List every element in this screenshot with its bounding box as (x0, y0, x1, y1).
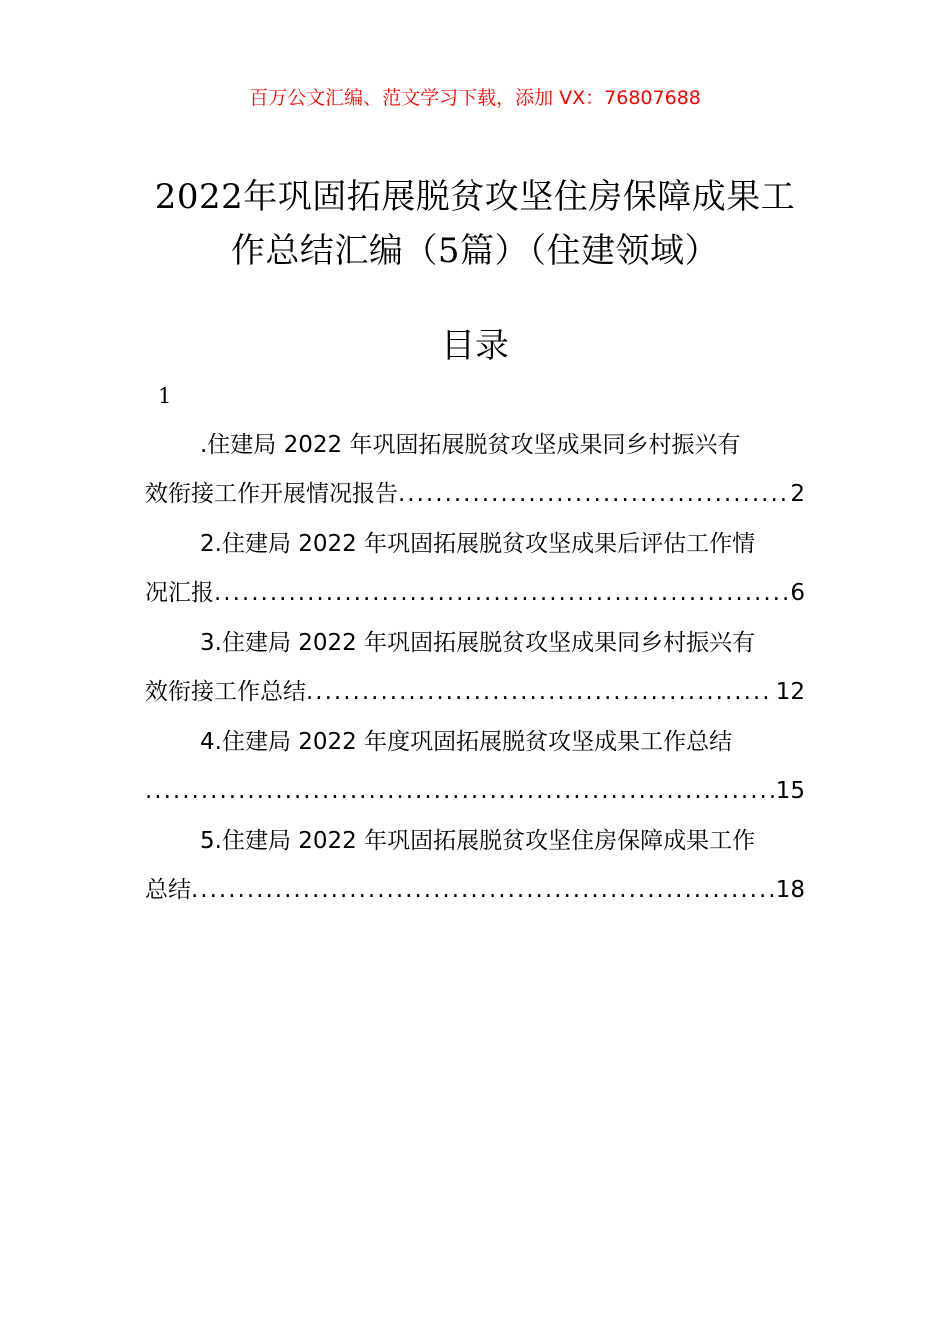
title-line1-text: 年巩固拓展脱贫攻坚住房保障成果工 (243, 177, 796, 217)
toc-entry-line-2 (145, 569, 805, 618)
document-title-line-2 (140, 224, 810, 278)
toc-page-number: 12 (775, 679, 805, 705)
toc-entry-title-cont: 况汇报 (145, 580, 214, 606)
toc-entry[interactable] (145, 717, 805, 816)
toc-page-number: 18 (775, 877, 805, 903)
toc-page-number: 15 (775, 778, 805, 804)
toc-dot-leader (145, 767, 774, 816)
toc-entry-title-cont: 总结 (145, 877, 191, 903)
title-line2-text-b: 篇）（住建领域） (460, 231, 720, 271)
toc-entry-title-cont: 效衔接工作开展情况报告 (145, 481, 398, 507)
toc-entry-title: 4.住建局 2022 年度巩固拓展脱贫攻坚成果工作总结 (200, 729, 733, 755)
document-title (140, 170, 810, 278)
toc-entry[interactable] (145, 618, 805, 717)
toc-entry-line-2 (145, 866, 805, 915)
document-title-line-1 (140, 170, 810, 224)
toc-entry-line-2 (145, 767, 805, 816)
toc-list-marker: 1 (158, 384, 172, 408)
toc-entry[interactable] (145, 519, 805, 618)
toc-entry-title: .住建局 2022 年巩固拓展脱贫攻坚成果同乡村振兴有 (200, 432, 741, 458)
title-year: 2022 (154, 177, 244, 217)
table-of-contents (145, 420, 805, 915)
toc-entry-title: 5.住建局 2022 年巩固拓展脱贫攻坚住房保障成果工作 (200, 828, 756, 854)
toc-entry-line-2 (145, 470, 805, 519)
toc-heading: 目录 (441, 326, 509, 366)
toc-entry[interactable] (145, 816, 805, 915)
toc-entry[interactable] (145, 420, 805, 519)
toc-dot-leader (191, 866, 774, 915)
toc-dot-leader (306, 668, 774, 717)
toc-page-number: 2 (790, 481, 805, 507)
header-promo-note: 百万公文汇编、范文学习下载，添加 VX：76807688 (249, 87, 701, 109)
toc-page-number: 6 (790, 580, 805, 606)
toc-entry-title: 2.住建局 2022 年巩固拓展脱贫攻坚成果后评估工作情 (200, 531, 756, 557)
toc-dot-leader (398, 470, 788, 519)
toc-entry-line-2 (145, 668, 805, 717)
toc-entry-title: 3.住建局 2022 年巩固拓展脱贫攻坚成果同乡村振兴有 (200, 630, 756, 656)
toc-entry-title-cont: 效衔接工作总结 (145, 679, 306, 705)
toc-dot-leader (214, 569, 788, 618)
title-line2-text-a: 作总结汇编（ (230, 231, 438, 271)
title-count: 5 (437, 231, 461, 271)
